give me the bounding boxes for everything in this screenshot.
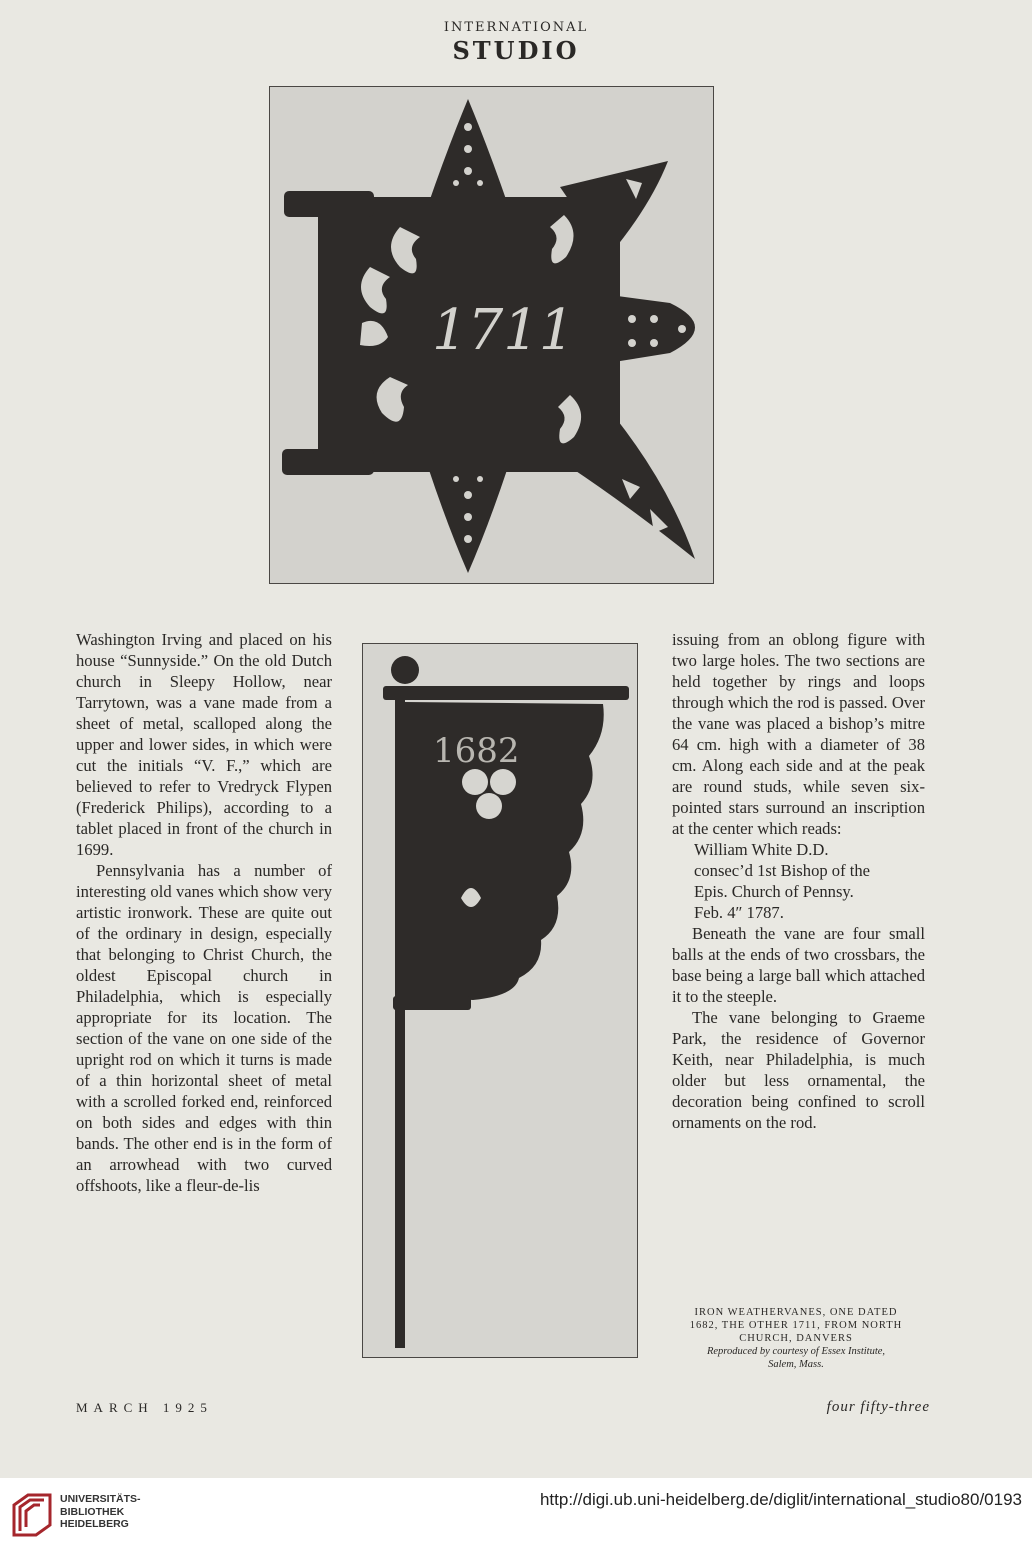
right-text-column	[672, 629, 925, 1133]
vane-date-1711: 1711	[432, 298, 575, 363]
inscription-line: Feb. 4″ 1787.	[694, 903, 784, 922]
paragraph-graeme-park: The vane belonging to Graeme Park, the residence of Governor Keith, near Philadelphia, is much older but less ornamental, the decoration being confined to scroll ornaments on the rod.	[672, 1008, 925, 1132]
vane-1682-illustration	[363, 644, 637, 1357]
masthead-studio: STUDIO	[452, 36, 580, 65]
photo-vane-1682	[362, 643, 638, 1358]
vane-date-1682: 1682	[433, 731, 520, 771]
inscription-line: consec’d 1st Bishop of the	[694, 861, 871, 880]
left-text-column	[76, 629, 332, 1196]
source-url-link[interactable]: http://digi.ub.uni-heidelberg.de/diglit/international_studio80/0193	[539, 1490, 1022, 1509]
caption-line: CHURCH, DANVERS	[739, 1333, 853, 1344]
paragraph-pennsylvania: Pennsylvania has a number of interesting old vanes which show very artistic ironwork. These are quite out of the ordinary in design, especially that belonging to Christ Church, the oldest Episcopal church in Philadelphia, which is especially appropriate for its location. The section of the vane on one side of the upright rod on which it turns is made of a thin horizontal sheet of metal with a scrolled forked end, reinforced on both sides and edges with thin bands. The other end is in the form of an arrowhead with two curved offshoots, like a fleur-de-lis	[76, 861, 332, 1195]
inscription-line: Epis. Church of Pennsy.	[694, 882, 854, 901]
library-name-line: UNIVERSITÄTS-	[60, 1493, 141, 1505]
library-logo-icon	[10, 1491, 54, 1539]
library-name-line: BIBLIOTHEK	[60, 1505, 125, 1518]
library-name-line: HEIDELBERG	[60, 1518, 129, 1530]
paragraph-balls: Beneath the vane are four small balls at the ends of two crossbars, the base being a large ball which attached it to the steeple.	[672, 924, 925, 1006]
caption-credit: Reproduced by courtesy of Essex Institute,	[706, 1346, 886, 1357]
paragraph-mitre: issuing from an oblong figure with two large holes. The two sections are held together by rings and loops through which the rod is passed. Over the vane was placed a bishop’s mitre 64 cm. high with a diameter of 38 cm. Along each side and at the peak are round studs, while seven six-pointed stars surround an inscription at the center which reads:	[672, 630, 925, 838]
caption-credit: Salem, Mass.	[768, 1359, 824, 1370]
caption-line: IRON WEATHERVANES, ONE DATED	[694, 1307, 898, 1318]
figure-caption	[664, 1306, 928, 1371]
photo-vane-1711	[269, 86, 714, 584]
footer-page-number: four fifty-three	[826, 1399, 930, 1415]
vane-1711-illustration	[270, 87, 713, 583]
paragraph-sleepy-hollow: Washington Irving and placed on his house “Sunnyside.” On the old Dutch church in Sleepy Hollow, near Tarrytown, was a vane made from a sheet of metal, scalloped along the upper and lower sides, in which were cut the initials “V. F.,” which are believed to refer to Vredryck Flypen (Frederick Philips), according to a tablet placed in front of the church in 1699.	[76, 630, 332, 859]
library-name	[60, 1493, 141, 1531]
footer-date: MARCH 1925	[76, 1400, 213, 1415]
inscription-line: William White D.D.	[694, 840, 829, 859]
masthead-international: INTERNATIONAL	[443, 20, 589, 35]
caption-line: 1682, THE OTHER 1711, FROM NORTH	[689, 1320, 903, 1331]
